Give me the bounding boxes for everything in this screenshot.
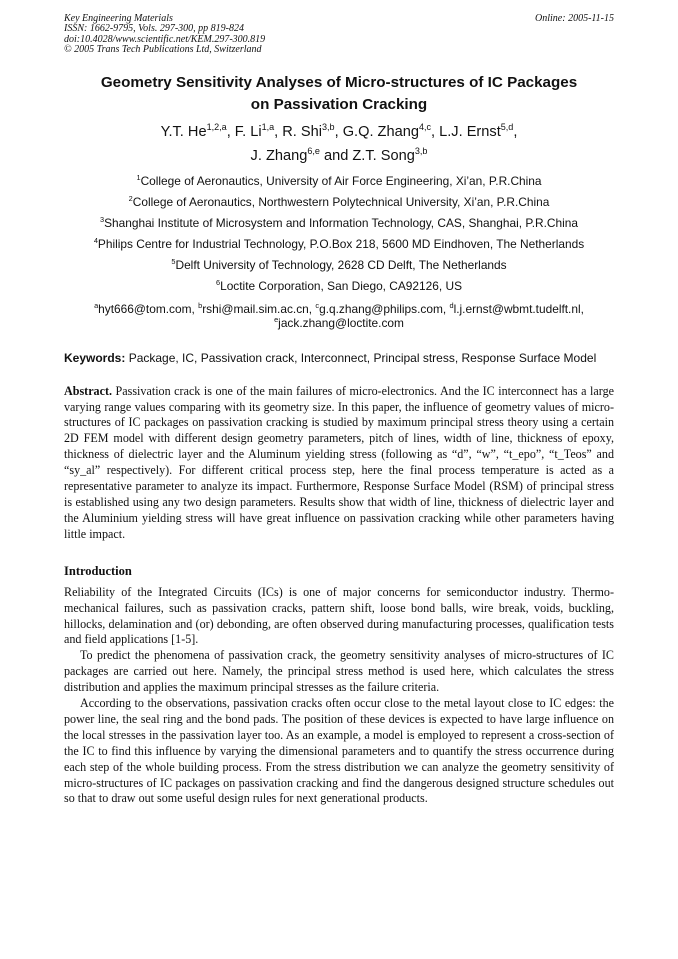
- email[interactable]: $^e$jack.zhang@loctite.com: [274, 314, 404, 330]
- email[interactable]: $^c$g.q.zhang@philips.com,: [315, 300, 450, 316]
- author-line-2: [64, 144, 614, 168]
- keywords-label: Keywords:: [64, 350, 126, 365]
- email[interactable]: $^d$l.j.ernst@wbmt.tudelft.nl,: [449, 300, 584, 316]
- journal-header: [64, 14, 614, 56]
- author: F. Li$^{1,a}$,: [234, 121, 283, 140]
- abstract-label: Abstract.: [64, 383, 113, 398]
- abstract-text: Passivation crack is one of the main failures of micro-electronics. And the IC interconnect has a large varying range values comparing with its geometry size. In this paper, the influence of geometry values of micro-structures of IC packages on passivation cracking is studied by maximum principal stress theory using a certain 2D FEM model with different design geometry parameters, pitch of lines, width of line, thickness of epoxy, thickness of dielectric layer and the Aluminum yielding stress (following as “d”, “w”, “t_epo”, “t_Teos” and “sy_al” respectively). For different critical process step, here the final process temperature is acted as a representative parameter to analyze its impact. Furthermore, Response Surface Model (RSM) of principal stress is established using any two design parameters. Results show that width of line, thickness of dielectric layer and the Aluminium yielding stress will have great influence on passivation cracking while other parameters having little impact.: [64, 383, 614, 541]
- author: J. Zhang$^{6,e}$ and: [250, 145, 353, 164]
- affiliation: $^1$College of Aeronautics, University of Air Force Engineering, Xi’an, P.R.China: [136, 172, 542, 188]
- copyright-line: © 2005 Trans Tech Publications Ltd, Switzerland: [64, 44, 262, 56]
- abstract: [64, 384, 614, 543]
- author: Z.T. Song$^{3,b}$: [352, 145, 428, 164]
- affiliation: $^6$Loctite Corporation, San Diego, CA92126, US: [215, 277, 462, 293]
- email[interactable]: $^b$rshi@mail.sim.ac.cn,: [198, 300, 316, 316]
- keywords-text: Package, IC, Passivation crack, Interconnect, Principal stress, Response Surface Model: [125, 350, 597, 365]
- author-list: [64, 120, 614, 168]
- author: G.Q. Zhang$^{4,c}$,: [342, 121, 440, 140]
- doi-line: doi:10.4028/www.scientific.net/KEM.297-300.819: [64, 33, 266, 45]
- paper-title: [64, 72, 614, 116]
- affiliation: $^2$College of Aeronautics, Northwestern Polytechnical University, Xi’an, P.R.China: [128, 193, 550, 209]
- author: R. Shi$^{3,b}$,: [282, 121, 343, 140]
- intro-paragraph-1: Reliability of the Integrated Circuits (ICs) is one of major concerns for semiconductor industry. Thermo-mechanical failures, such as passivation cracks, pattern shift, loose bond balls, wire break, voids, buckling, hillocks, delamination and (or) debonding, are often observed during manufacturing processes, qualification tests and field applications [1-5].: [64, 584, 614, 647]
- affiliation: $^5$Delft University of Technology, 2628 CD Delft, The Netherlands: [171, 256, 507, 272]
- intro-paragraph-2: To predict the phenomena of passivation crack, the geometry sensitivity analyses of micro-structures of IC packages are carried out here. Namely, the principal stress method is used here, which calculates the stress distribution and applies the maximum principal stresses as the failure criteria.: [64, 648, 614, 695]
- section-heading-introduction: Introduction: [64, 563, 132, 578]
- affiliation: $^4$Philips Centre for Industrial Technology, P.O.Box 218, 5600 MD Eindhoven, The Netherlands: [93, 235, 585, 251]
- online-date: Online: 2005-11-15: [535, 13, 614, 24]
- affiliation-list: [64, 171, 614, 297]
- intro-paragraph-3: According to the observations, passivation cracks often occur close to the metal layout close to IC edges: the power line, the seal ring and the bond pads. The position of these devices is expected to have large influence on the local stresses in the passivation layer too. As an example, a model is employed to represent a cross-section of the IC to find this influence by varying the dimensional parameters and to quantify the stress occurrence during each step of the whole building process. From the stress distribution we can analyze the geometry sensitivity of micro-structures of IC packages on passivation cracking and find the dangerous designed structure schedules out so that to draw out some useful design rules for next generational products.: [64, 696, 614, 806]
- email-line-2: [64, 316, 614, 330]
- issn-line: ISSN: 1662-9795, Vols. 297-300, pp 819-824: [64, 23, 244, 35]
- title-line-1: Geometry Sensitivity Analyses of Micro-structures of IC Packages: [100, 73, 578, 91]
- journal-name: Key Engineering Materials: [64, 13, 173, 24]
- email-line-1: [64, 302, 614, 316]
- author-line-1: [64, 120, 614, 144]
- title-line-2: on Passivation Cracking: [250, 95, 428, 113]
- journal-info: [64, 14, 265, 56]
- author: Y.T. He$^{1,2,a}$,: [160, 121, 235, 140]
- author: L.J. Ernst$^{5,d}$,: [439, 121, 518, 140]
- affiliation: $^3$Shanghai Institute of Microsystem and Information Technology, CAS, Shanghai, P.R.China: [99, 214, 578, 230]
- email[interactable]: $^a$hyt666@tom.com,: [94, 300, 199, 316]
- keywords: [64, 350, 614, 366]
- email-list: [64, 302, 614, 330]
